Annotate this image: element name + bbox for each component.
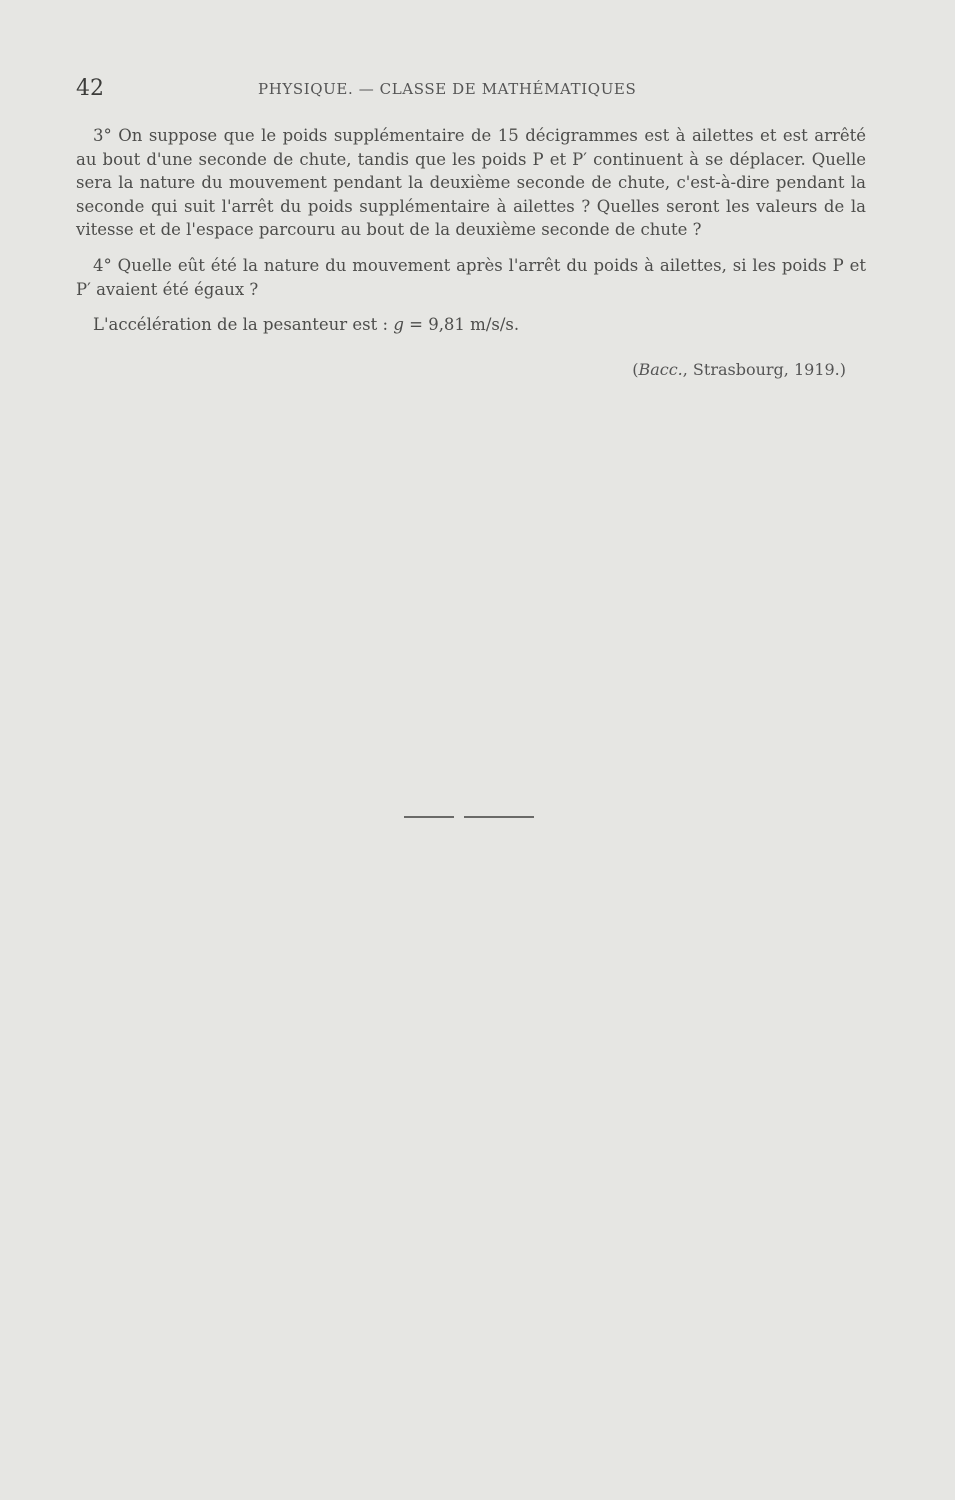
source-abbrev: Bacc. (638, 360, 683, 379)
gravity-suffix: = 9,81 m/s/s. (403, 315, 520, 335)
page-header (76, 74, 866, 108)
question-3-paragraph: 3° On suppose que le poids supplémentaire de 15 décigrammes est à ailettes et est arrêté au bout d'une seconde de chute, tandis que les poids P et P′ continuent à se déplacer. Quelle sera la nature du mouvement pendant la deuxième seconde de chute, c'est-à-dire pendant la seconde qui suit l'arrêt du poids supplémentaire à ailettes ? Quelles seront les valeurs de la vitesse et de l'espace parcouru au bout de la deuxième seconde de chute ? (76, 126, 866, 240)
gravity-variable: g (393, 315, 404, 335)
page-number: 42 (76, 76, 104, 101)
source-citation (632, 360, 846, 379)
source-open: ( (632, 360, 639, 379)
running-title: PHYSIQUE. — CLASSE DE MATHÉMATIQUES (258, 80, 637, 98)
gravity-value-line (76, 313, 866, 337)
end-rule-left (404, 816, 454, 818)
gravity-prefix: L'accélération de la pesanteur est : (93, 315, 394, 335)
source-rest: , Strasbourg, 1919.) (682, 360, 846, 379)
question-4-paragraph: 4° Quelle eût été la nature du mouvement après l'arrêt du poids à ailettes, si les poids P et P′ avaient été égaux ? (76, 255, 866, 299)
exercise-text (76, 124, 866, 343)
end-rule-right (464, 816, 534, 818)
